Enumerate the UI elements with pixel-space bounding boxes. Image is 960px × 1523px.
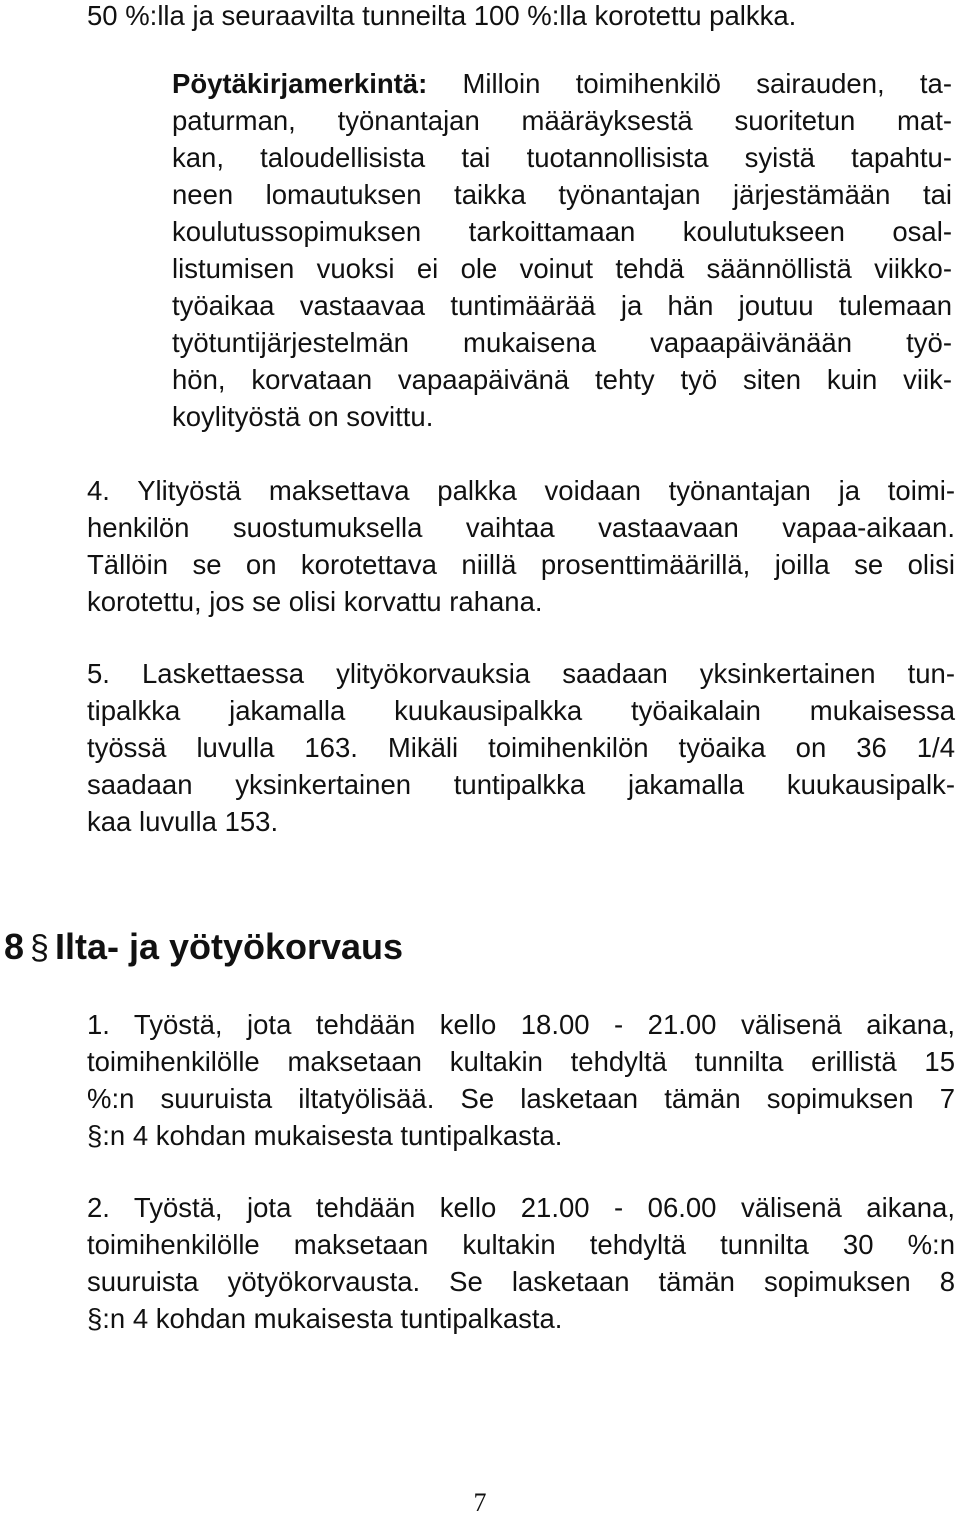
s8-item1-line-1: 1. Työstä, jota tehdään kello 18.00 - 21.00 välisenä aikana, xyxy=(87,1009,955,1040)
note-line-5: koulutussopimuksen tarkoittamaan koulutukseen osal- xyxy=(172,216,952,247)
item4-line-1: 4. Ylityöstä maksettava palkka voidaan työnantajan ja toimi- xyxy=(87,475,955,506)
item5-line-5: kaa luvulla 153. xyxy=(87,806,279,837)
item4-line-3: Tällöin se on korotettava niillä prosenttimäärillä, joilla se olisi xyxy=(87,549,955,580)
s8-item1-line-3: %:n suuruista iltatyölisää. Se lasketaan tämän sopimuksen 7 xyxy=(87,1083,955,1114)
note-label: Pöytäkirjamerkintä: xyxy=(172,68,428,99)
note-line-1-text: Milloin toimihenkilö sairauden, ta- xyxy=(427,68,952,99)
s8-item2-line-3: suuruista yötyökorvausta. Se lasketaan tämän sopimuksen 8 xyxy=(87,1266,955,1297)
note-line-10: koylityöstä on sovittu. xyxy=(172,401,434,432)
note-line-4: neen lomautuksen taikka työnantajan järjestämään tai xyxy=(172,179,952,210)
note-line-6: listumisen vuoksi ei ole voinut tehdä säännöllistä viikko- xyxy=(172,253,952,284)
note-line-3: kan, taloudellisista tai tuotannollisista syistä tapahtu- xyxy=(172,142,952,173)
item5-line-2: tipalkka jakamalla kuukausipalkka työaikalain mukaisessa xyxy=(87,695,955,726)
section-number: 8 xyxy=(4,926,25,967)
s8-item1-line-2: toimihenkilölle maksetaan kultakin tehdyltä tunnilta erillistä 15 xyxy=(87,1046,955,1077)
item5-line-1: 5. Laskettaessa ylityökorvauksia saadaan yksinkertainen tun- xyxy=(87,658,955,689)
s8-item2-line-2: toimihenkilölle maksetaan kultakin tehdyltä tunnilta 30 %:n xyxy=(87,1229,955,1260)
section-heading xyxy=(4,925,403,970)
note-line-9: hön, korvataan vapaapäivänä tehty työ siten kuin viik- xyxy=(172,364,952,395)
item5-line-3: työssä luvulla 163. Mikäli toimihenkilön työaika on 36 1/4 xyxy=(87,732,955,763)
note-line-2: paturman, työnantajan määräyksestä suoritetun mat- xyxy=(172,105,952,136)
note-line-8: työtuntijärjestelmän mukaisena vapaapäivänään työ- xyxy=(172,327,952,358)
section-title: Ilta- ja yötyökorvaus xyxy=(54,926,404,967)
item4-line-2: henkilön suostumuksella vaihtaa vastaavaan vapaa-aikaan. xyxy=(87,512,955,543)
s8-item1-line-4: §:n 4 kohdan mukaisesta tuntipalkasta. xyxy=(87,1120,563,1151)
intro-line: 50 %:lla ja seuraavilta tunneilta 100 %:lla korotettu palkka. xyxy=(87,0,797,31)
s8-item2-line-4: §:n 4 kohdan mukaisesta tuntipalkasta. xyxy=(87,1303,563,1334)
s8-item2-line-1: 2. Työstä, jota tehdään kello 21.00 - 06.00 välisenä aikana, xyxy=(87,1192,955,1223)
section-symbol: § xyxy=(30,929,49,967)
note-line-7: työaikaa vastaavaa tuntimäärää ja hän joutuu tulemaan xyxy=(172,290,952,321)
note-line-1 xyxy=(172,65,952,102)
page-number: 7 xyxy=(473,1488,487,1517)
item4-line-4: korotettu, jos se olisi korvattu rahana. xyxy=(87,586,543,617)
item5-line-4: saadaan yksinkertainen tuntipalkka jakamalla kuukausipalk- xyxy=(87,769,955,800)
